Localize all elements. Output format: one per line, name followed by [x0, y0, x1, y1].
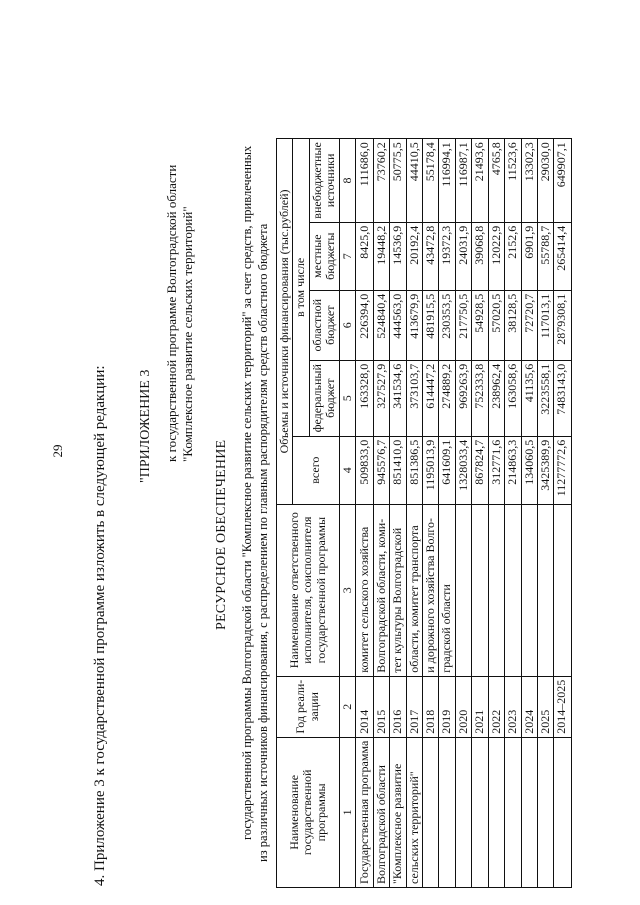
column-number: 1 [339, 737, 355, 887]
appendix-title: "ПРИЛОЖЕНИЕ 3 [138, 369, 153, 483]
year-cell: 2018 [422, 676, 438, 737]
total-cell: 3425389,9 [538, 436, 554, 504]
table-row [554, 139, 571, 888]
regional-budget-cell: 413679,9 [406, 290, 422, 360]
executor-cell: градской области [439, 504, 455, 676]
column-number: 7 [339, 222, 355, 290]
table-row [472, 139, 488, 888]
appendix-reference-line-1: к государственной программе Волгоградской области [164, 164, 179, 462]
table-row [455, 139, 471, 888]
local-budgets-cell: 43472,8 [422, 222, 438, 290]
extrabudgetary-cell: 116987,1 [455, 139, 471, 223]
executor-cell [554, 504, 571, 676]
executor-cell: Волгоградской области, коми- [373, 504, 389, 676]
column-number: 4 [339, 436, 355, 504]
extrabudgetary-cell: 111686,0 [356, 139, 373, 223]
table-row [521, 139, 537, 888]
year-cell: 2015 [373, 676, 389, 737]
local-budgets-cell: 55788,7 [538, 222, 554, 290]
column-number: 8 [339, 139, 355, 223]
year-cell: 2023 [505, 676, 521, 737]
executor-cell [538, 504, 554, 676]
total-cell: 1195013,9 [422, 436, 438, 504]
header-regional-budget: областной бюджет [309, 290, 339, 360]
regional-budget-cell: 72720,7 [521, 290, 537, 360]
extrabudgetary-cell: 55178,4 [422, 139, 438, 223]
extrabudgetary-cell: 116994,1 [439, 139, 455, 223]
year-cell: 2024 [521, 676, 537, 737]
column-number-row [339, 139, 355, 888]
table-row [488, 139, 504, 888]
federal-budget-cell: 341534,6 [390, 360, 406, 436]
local-budgets-cell: 6901,9 [521, 222, 537, 290]
header-total: всего [293, 436, 339, 504]
program-name-cell [554, 737, 571, 887]
program-name-cell: Государственная программа [356, 737, 373, 887]
resource-table [276, 138, 572, 888]
local-budgets-cell: 20192,4 [406, 222, 422, 290]
total-cell: 641609,1 [439, 436, 455, 504]
program-name-cell [505, 737, 521, 887]
extrabudgetary-cell: 4765,8 [488, 139, 504, 223]
header-executor: Наименование ответственного исполнителя, соисполнителя государственной программы [277, 504, 340, 676]
total-cell: 134060,5 [521, 436, 537, 504]
document-subtitle-line-2: из различных источников финансирования, с распределением по главным распорядителям средств областного бюджета [256, 223, 270, 862]
regional-budget-cell: 524840,4 [373, 290, 389, 360]
document-subtitle-line-1: государственной программы Волгоградской области "Комплексное развитие сельских территорий" за счет средств, привлеченных [240, 145, 254, 840]
page-number: 29 [50, 444, 65, 458]
appendix-reference-line-2: "Комплексное развитие сельских территорий" [180, 206, 195, 462]
federal-budget-cell: 327527,9 [373, 360, 389, 436]
total-cell: 945576,7 [373, 436, 389, 504]
regional-budget-cell: 230353,5 [439, 290, 455, 360]
local-budgets-cell: 19372,3 [439, 222, 455, 290]
column-number: 3 [339, 504, 355, 676]
table-row [538, 139, 554, 888]
column-number: 2 [339, 676, 355, 737]
year-cell: 2021 [472, 676, 488, 737]
table-row [390, 139, 406, 888]
federal-budget-cell: 274889,2 [439, 360, 455, 436]
year-cell: 2014 [356, 676, 373, 737]
header-extrabudgetary: внебюджетные источники [309, 139, 339, 223]
federal-budget-cell: 3223558,1 [538, 360, 554, 436]
table-row [356, 139, 373, 888]
executor-cell: комитет сельского хозяйства [356, 504, 373, 676]
regional-budget-cell: 226394,0 [356, 290, 373, 360]
year-cell: 2025 [538, 676, 554, 737]
local-budgets-cell: 265414,4 [554, 222, 571, 290]
program-name-cell [439, 737, 455, 887]
extrabudgetary-cell: 50775,5 [390, 139, 406, 223]
header-federal-budget: федеральный бюджет [309, 360, 339, 436]
rotated-page-content [10, 8, 630, 898]
regional-budget-cell: 481915,5 [422, 290, 438, 360]
total-cell: 312771,6 [488, 436, 504, 504]
federal-budget-cell: 969263,9 [455, 360, 471, 436]
program-name-cell [422, 737, 438, 887]
local-budgets-cell: 19448,2 [373, 222, 389, 290]
executor-cell: тет культуры Волгоградской [390, 504, 406, 676]
extrabudgetary-cell: 29030,0 [538, 139, 554, 223]
regional-budget-cell: 444563,0 [390, 290, 406, 360]
extrabudgetary-cell: 649907,1 [554, 139, 571, 223]
local-budgets-cell: 8425,0 [356, 222, 373, 290]
table-row [505, 139, 521, 888]
year-cell: 2017 [406, 676, 422, 737]
total-cell: 851386,5 [406, 436, 422, 504]
table-row [373, 139, 389, 888]
amendment-heading: 4. Приложение 3 к государственной программе изложить в следующей редакции: [92, 365, 108, 886]
program-name-cell [538, 737, 554, 887]
program-name-cell: сельских территорий" [406, 737, 422, 887]
local-budgets-cell: 12022,9 [488, 222, 504, 290]
header-local-budgets: местные бюджеты [309, 222, 339, 290]
total-cell: 867824,7 [472, 436, 488, 504]
header-year: Год реали-зации [277, 676, 340, 737]
regional-budget-cell: 57020,5 [488, 290, 504, 360]
regional-budget-cell: 2879308,1 [554, 290, 571, 360]
extrabudgetary-cell: 13302,3 [521, 139, 537, 223]
program-name-cell: Волгоградской области [373, 737, 389, 887]
year-cell: 2014–2025 [554, 676, 571, 737]
table-row [422, 139, 438, 888]
extrabudgetary-cell: 73760,2 [373, 139, 389, 223]
local-budgets-cell: 24031,9 [455, 222, 471, 290]
federal-budget-cell: 163058,6 [505, 360, 521, 436]
extrabudgetary-cell: 21493,6 [472, 139, 488, 223]
document-title: РЕСУРСНОЕ ОБЕСПЕЧЕНИЕ [214, 439, 229, 630]
local-budgets-cell: 39068,8 [472, 222, 488, 290]
total-cell: 214863,3 [505, 436, 521, 504]
total-cell: 509833,0 [356, 436, 373, 504]
header-including: в том числе [293, 139, 309, 437]
federal-budget-cell: 752333,8 [472, 360, 488, 436]
extrabudgetary-cell: 11523,6 [505, 139, 521, 223]
year-cell: 2022 [488, 676, 504, 737]
total-cell: 1328033,4 [455, 436, 471, 504]
executor-cell [521, 504, 537, 676]
column-number: 5 [339, 360, 355, 436]
regional-budget-cell: 38128,5 [505, 290, 521, 360]
regional-budget-cell: 54928,5 [472, 290, 488, 360]
year-cell: 2020 [455, 676, 471, 737]
executor-cell [505, 504, 521, 676]
federal-budget-cell: 238962,4 [488, 360, 504, 436]
program-name-cell [488, 737, 504, 887]
federal-budget-cell: 41135,6 [521, 360, 537, 436]
column-number: 6 [339, 290, 355, 360]
total-cell: 11277772,6 [554, 436, 571, 504]
local-budgets-cell: 2152,6 [505, 222, 521, 290]
program-name-cell [455, 737, 471, 887]
extrabudgetary-cell: 44410,5 [406, 139, 422, 223]
federal-budget-cell: 373103,7 [406, 360, 422, 436]
federal-budget-cell: 163328,0 [356, 360, 373, 436]
federal-budget-cell: 614447,2 [422, 360, 438, 436]
regional-budget-cell: 217750,5 [455, 290, 471, 360]
year-cell: 2016 [390, 676, 406, 737]
table-row [406, 139, 422, 888]
executor-cell [472, 504, 488, 676]
executor-cell [488, 504, 504, 676]
program-name-cell: "Комплексное развитие [390, 737, 406, 887]
header-funding-volumes: Объемы и источники финансирования (тыс.рублей) [277, 139, 293, 505]
table-row [439, 139, 455, 888]
program-name-cell [521, 737, 537, 887]
total-cell: 851410,0 [390, 436, 406, 504]
regional-budget-cell: 117013,1 [538, 290, 554, 360]
executor-cell: и дорожного хозяйства Волго- [422, 504, 438, 676]
federal-budget-cell: 7483143,0 [554, 360, 571, 436]
executor-cell [455, 504, 471, 676]
local-budgets-cell: 14536,9 [390, 222, 406, 290]
year-cell: 2019 [439, 676, 455, 737]
executor-cell: области, комитет транспорта [406, 504, 422, 676]
header-program-name: Наименование государственной программы [277, 737, 340, 887]
program-name-cell [472, 737, 488, 887]
